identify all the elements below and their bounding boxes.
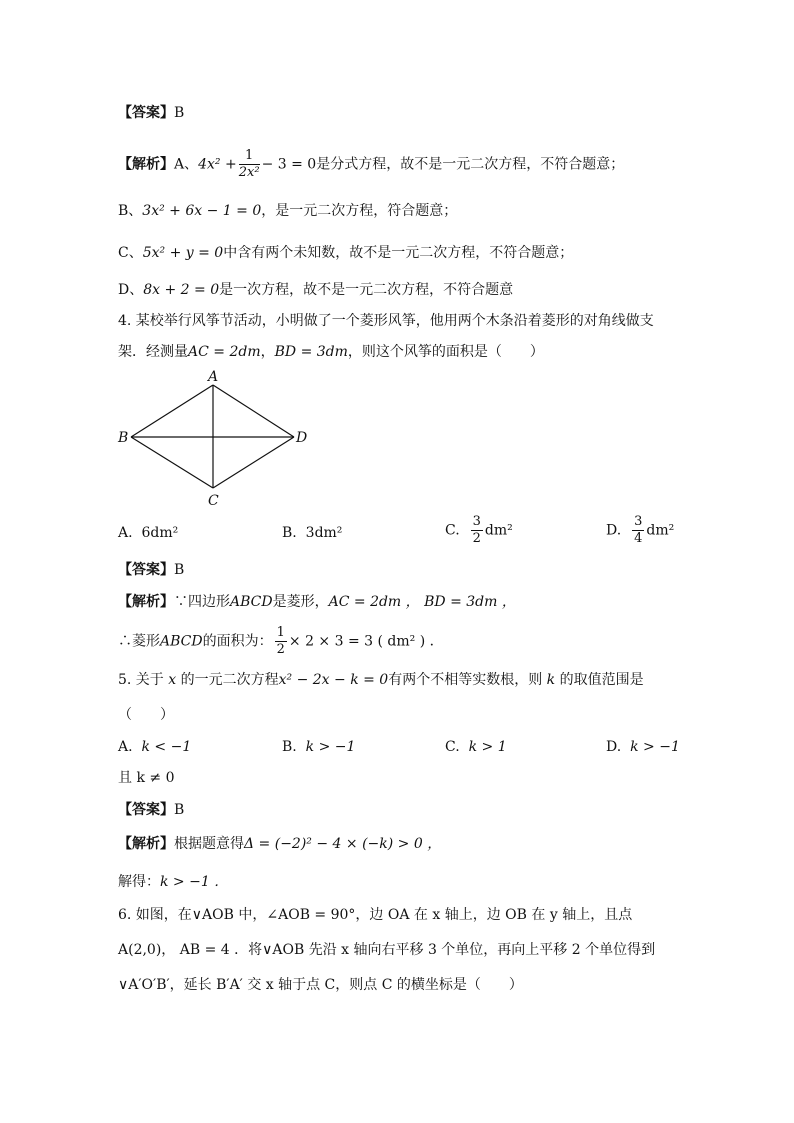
q3-analysis-b: B、3x² + 6x − 1 = 0，是一元二次方程，符合题意；: [118, 203, 458, 219]
q5-stem: 5. 关于 x 的一元二次方程x² − 2x − k = 0有两个不相等实数根，则 k 的取值范围是: [118, 672, 644, 688]
q5-answer-line: [118, 800, 184, 820]
q4-option-d[interactable]: D. $\frac{3}{4}$ dm²: [606, 514, 675, 546]
q4-analysis-line1: 【解析】∵四边形ABCD是菱形，AC = 2dm ， BD = 3dm ，: [118, 594, 516, 610]
math-expression: × 2 × 3 = 3 ( dm² ) ．: [288, 633, 444, 650]
vertex-label-d: D: [296, 430, 308, 446]
math-expression: 5x² + y = 0: [142, 245, 224, 261]
q4-option-a[interactable]: A. 6dm²: [118, 525, 179, 541]
q6-stem-line2: A(2,0)， AB = 4 ．将∨AOB 先沿 x 轴向右平移 3 个单位，再向上平移 2 个单位得到: [118, 942, 656, 958]
fraction: $\frac{3}{4}$: [634, 514, 643, 546]
q4-option-b[interactable]: B. 3dm²: [282, 525, 343, 541]
math-expression: 4x² +: [198, 156, 237, 173]
q5-paren: （ ）: [118, 707, 174, 723]
edge-cb: [131, 437, 213, 488]
fraction: $\frac{1}{\text{2x²}}$: [238, 148, 260, 180]
q5-option-d-continued: 且 k ≠ 0: [118, 770, 175, 786]
rhombus-figure: [110, 365, 320, 510]
answer-tag: 【答案】: [118, 105, 174, 121]
q4-stem-line2: 架．经测量AC = 2dm，BD = 3dm，则这个风筝的面积是（ ）: [118, 344, 544, 360]
math-expression: BD = 3dm: [274, 344, 348, 360]
q5-solve: 解得：k > −1 ．: [118, 874, 229, 890]
math-expression: Δ = (−2)² − 4 × (−k) > 0 ，: [244, 836, 442, 852]
q6-stem-line1: 6. 如图，在∨AOB 中，∠AOB = 90°，边 OA 在 x 轴上，边 OB 在 y 轴上，且点: [118, 907, 633, 923]
q5-option-c[interactable]: C. k > 1: [445, 739, 507, 755]
math-expression: AC = 2dm: [188, 344, 261, 360]
q3-analysis-d: D、8x + 2 = 0是一次方程，故不是一元二次方程，不符合题意: [118, 282, 514, 298]
analysis-tag: 【解析】: [118, 836, 174, 852]
q5-option-d[interactable]: D. k > −1: [606, 739, 680, 755]
q5-option-b[interactable]: B. k > −1: [282, 739, 356, 755]
q3-answer-line: [118, 103, 184, 123]
analysis-tag: 【解析】: [118, 156, 174, 173]
math-expression: 8x + 2 = 0: [143, 282, 220, 298]
q6-stem-line3: ∨A′O′B′，延长 B′A′ 交 x 轴于点 C，则点 C 的横坐标是（ ）: [118, 977, 523, 993]
fraction: $\frac{3}{2}$: [472, 514, 481, 546]
fraction: $\frac{1}{2}$: [276, 625, 285, 657]
math-expression: − 3 = 0: [261, 156, 317, 173]
math-expression: AC = 2dm ， BD = 3dm ，: [328, 594, 516, 610]
answer-value: B: [174, 562, 185, 578]
q5-option-a[interactable]: A. k < −1: [118, 739, 192, 755]
answer-tag: 【答案】: [118, 802, 174, 818]
edge-ab: [131, 385, 213, 437]
vertex-label-a: A: [208, 369, 219, 385]
analysis-text: 是分式方程，故不是一元二次方程，不符合题意；: [316, 156, 625, 173]
q4-option-c[interactable]: C. $\frac{3}{2}$ dm²: [445, 514, 513, 546]
answer-tag: 【答案】: [118, 562, 174, 578]
q3-analysis-a: [118, 148, 624, 181]
math-expression: k > −1 ．: [160, 874, 229, 890]
edge-dc: [213, 437, 294, 488]
math-expression: 3x² + 6x − 1 = 0: [142, 203, 262, 219]
edge-ad: [213, 385, 294, 437]
vertex-label-b: B: [118, 430, 129, 446]
q5-analysis: 【解析】根据题意得Δ = (−2)² − 4 × (−k) > 0 ，: [118, 836, 442, 852]
q4-stem-line1: 4. 某校举行风筝节活动，小明做了一个菱形风筝，他用两个木条沿着菱形的对角线做支: [118, 313, 654, 329]
q4-analysis-line2: ∴菱形ABCD的面积为： $\frac{1}{2}$ × 2 × 3 = 3 ( dm² ) ．: [118, 625, 444, 657]
analysis-tag: 【解析】: [118, 594, 174, 610]
answer-value: B: [174, 105, 185, 121]
q4-answer-line: [118, 560, 184, 580]
vertex-label-c: C: [208, 493, 219, 509]
answer-value: B: [174, 802, 185, 818]
option-prefix: A、: [174, 156, 199, 173]
q3-analysis-c: C、5x² + y = 0中含有两个未知数，故不是一元二次方程，不符合题意；: [118, 245, 574, 261]
math-expression: x² − 2x − k = 0: [278, 672, 389, 688]
